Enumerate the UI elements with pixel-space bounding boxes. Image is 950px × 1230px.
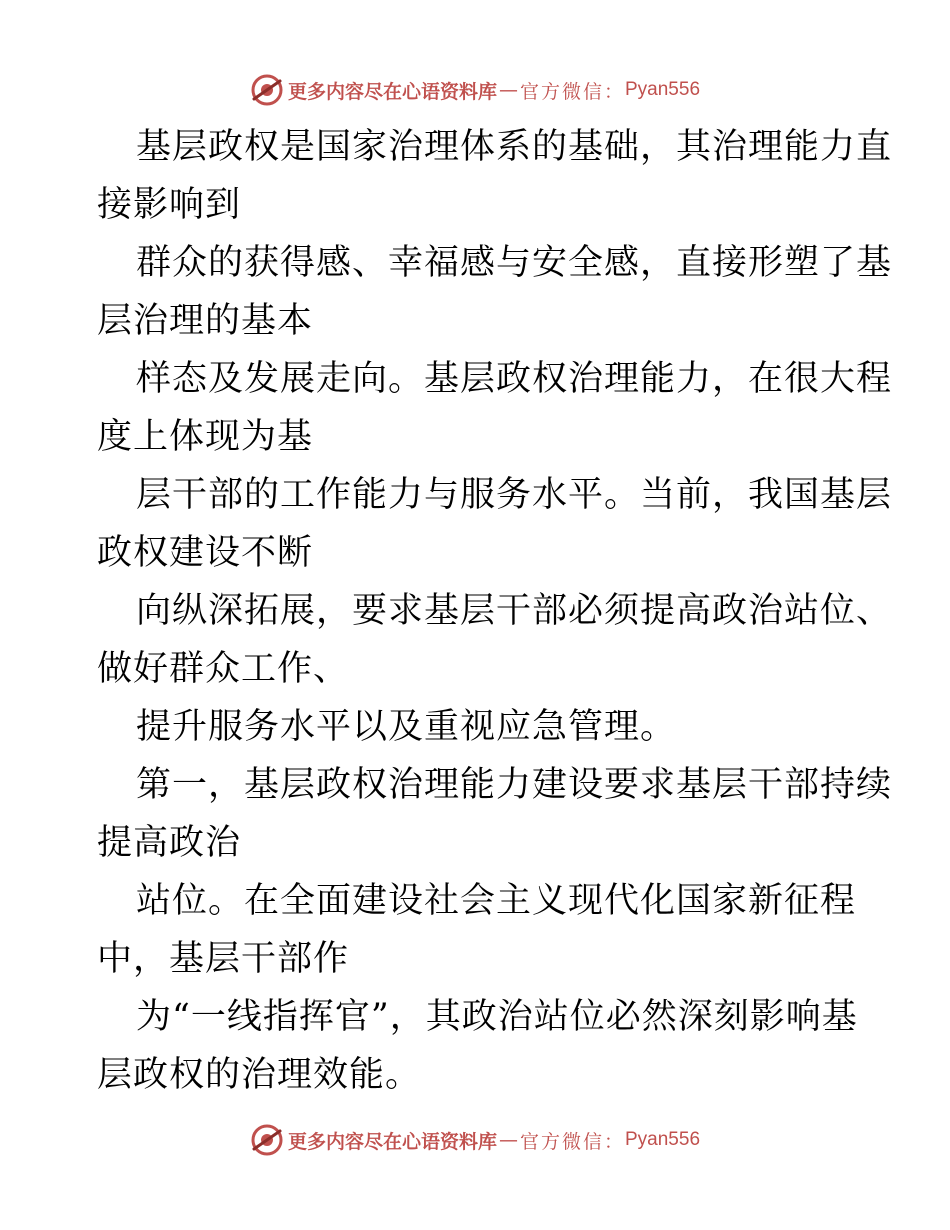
text-line: 群众的获得感、幸福感与安全感，直接形塑了基: [136, 243, 893, 283]
watermark-wechat-id: Pyan556: [625, 79, 701, 100]
text-line: 第一，基层政权治理能力建设要求基层干部持续: [136, 765, 893, 805]
watermark-wechat-label: 官方微信：: [519, 80, 625, 103]
watermark-wechat-label: 官方微信：: [519, 1130, 625, 1153]
seal-logo-icon: [250, 1123, 284, 1157]
watermark-separator: —: [498, 1129, 518, 1151]
text-line: 层干部的工作能力与服务水平。当前，我国基层: [136, 475, 893, 515]
text-line: 度上体现为基: [97, 417, 314, 457]
watermark-wechat-id: Pyan556: [625, 1129, 701, 1150]
text-line: 层治理的基本: [97, 301, 314, 341]
document-body: [97, 118, 893, 1104]
text-line: 样态及发展走向。基层政权治理能力，在很大程: [136, 359, 893, 399]
footer-watermark: [0, 1120, 950, 1160]
header-watermark: [0, 70, 950, 110]
seal-logo-icon: [250, 73, 284, 107]
watermark-site-name: 更多内容尽在心语资料库: [287, 80, 497, 103]
text-line: 站位。在全面建设社会主义现代化国家新征程: [136, 881, 857, 921]
text-line: 提升服务水平以及重视应急管理。: [136, 707, 677, 747]
text-line: 做好群众工作、: [97, 649, 350, 689]
text-line: 中，基层干部作: [97, 939, 350, 979]
text-line: 向纵深拓展，要求基层干部必须提高政治站位、: [136, 591, 893, 631]
text-line: 政权建设不断: [97, 533, 314, 573]
watermark-site-name: 更多内容尽在心语资料库: [287, 1130, 497, 1153]
watermark-separator: —: [498, 79, 518, 101]
text-line: 基层政权是国家治理体系的基础，其治理能力直: [136, 127, 893, 167]
text-line: 提高政治: [97, 823, 242, 863]
text-line: 层政权的治理效能。: [97, 1055, 422, 1095]
text-line: 接影响到: [97, 185, 242, 225]
text-line: 为“一线指挥官”，其政治站位必然深刻影响基: [136, 997, 858, 1037]
